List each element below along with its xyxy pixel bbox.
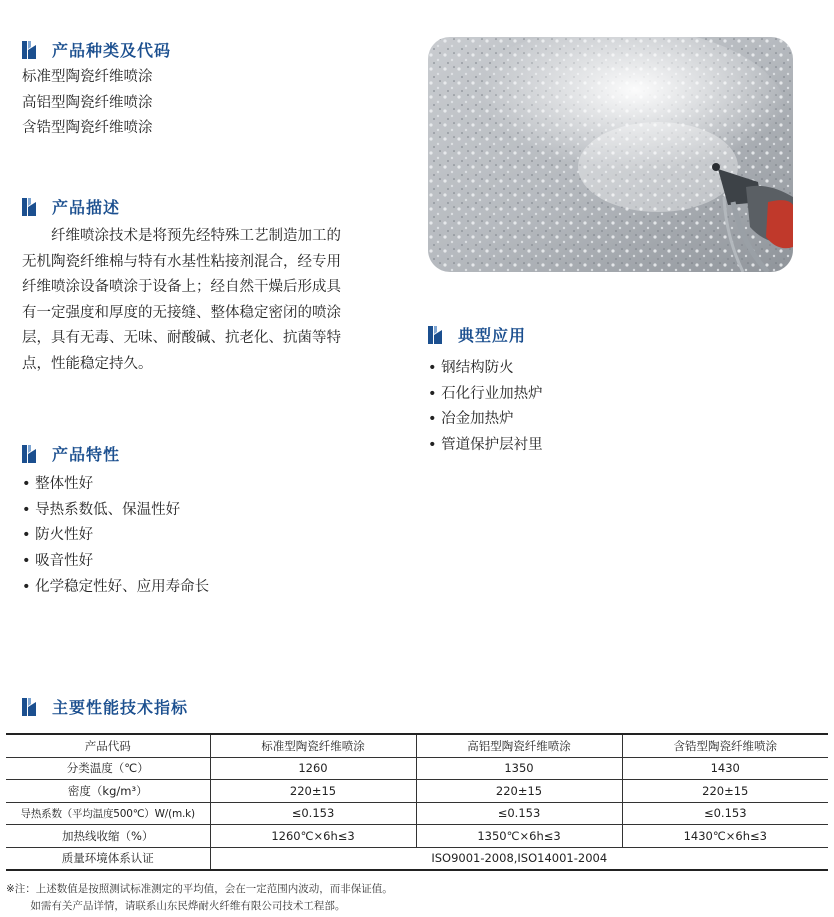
feature-list <box>22 472 209 601</box>
application-item: • 石化行业加热炉 <box>428 382 543 408</box>
section-title: 典型应用 <box>458 326 527 345</box>
column-header: 含锆型陶瓷纤维喷涂 <box>622 734 828 757</box>
row-label: 加热线收缩（%） <box>6 825 210 848</box>
section-marker-icon <box>22 445 36 463</box>
application-item: • 钢结构防火 <box>428 356 543 382</box>
table-cell: 220±15 <box>416 780 622 803</box>
spray-coating-photo <box>428 37 793 272</box>
column-header: 高铝型陶瓷纤维喷涂 <box>416 734 622 757</box>
product-type-list <box>22 65 153 142</box>
section-title: 产品描述 <box>52 198 121 217</box>
table-cell: 1430℃×6h≤3 <box>622 825 828 848</box>
table-cell: 1350 <box>416 757 622 780</box>
feature-item: • 吸音性好 <box>22 549 209 575</box>
description-line: 层，具有无毒、无味、耐酸碱、抗老化、抗菌等特 <box>22 330 341 346</box>
row-label: 分类温度（℃） <box>6 757 210 780</box>
section-marker-icon <box>22 41 36 59</box>
table-cell: ≤0.153 <box>210 802 416 825</box>
description-line: 有一定强度和厚度的无接缝、整体稳定密闭的喷涂 <box>22 304 341 321</box>
section-title: 主要性能技术指标 <box>52 698 189 717</box>
section-marker-icon <box>428 326 442 344</box>
table-cell: 1350℃×6h≤3 <box>416 825 622 848</box>
spec-table-row <box>6 780 828 803</box>
section-heading-description <box>22 195 120 218</box>
feature-item: • 整体性好 <box>22 472 209 498</box>
section-marker-icon <box>22 198 36 216</box>
table-cell: 1430 <box>622 757 828 780</box>
feature-item: • 防火性好 <box>22 523 209 549</box>
product-type-item: 标准型陶瓷纤维喷涂 <box>22 69 153 85</box>
column-header: 产品代码 <box>6 734 210 757</box>
description-line: 无机陶瓷纤维棉与特有水基性粘接剂混合，经专用 <box>22 253 341 270</box>
description-line: 纤维喷涂设备喷涂于设备上；经自然干燥后形成具 <box>22 279 341 295</box>
spec-table-cert-row <box>6 847 828 870</box>
section-heading-product-types <box>22 38 171 61</box>
spec-table-row <box>6 825 828 848</box>
footnotes <box>6 881 393 915</box>
table-cell: ≤0.153 <box>622 802 828 825</box>
spec-table-header-row <box>6 734 828 757</box>
table-cell: 220±15 <box>210 780 416 803</box>
description-line: 点，性能稳定持久。 <box>22 355 153 372</box>
table-cell: 1260 <box>210 757 416 780</box>
spray-gun-image <box>428 37 793 272</box>
section-title: 产品种类及代码 <box>52 41 172 60</box>
row-label: 质量环境体系认证 <box>6 847 210 870</box>
application-item: • 冶金加热炉 <box>428 407 543 433</box>
product-type-item: 高铝型陶瓷纤维喷涂 <box>22 94 153 111</box>
product-type-item: 含锆型陶瓷纤维喷涂 <box>22 120 153 136</box>
footnote-line: ※注：上述数值是按照测试标准测定的平均值，会在一定范围内波动，而非保证值。 <box>6 883 393 895</box>
application-item: • 管道保护层衬里 <box>428 433 543 459</box>
row-label: 导热系数（平均温度500℃）W/(m.k) <box>6 802 210 825</box>
spec-table-row <box>6 757 828 780</box>
application-list <box>428 356 543 459</box>
section-heading-applications <box>428 323 526 346</box>
table-cell: 1260℃×6h≤3 <box>210 825 416 848</box>
section-heading-features <box>22 442 120 465</box>
footnote-line: 如需有关产品详情，请联系山东民烨耐火纤维有限公司技术工程部。 <box>6 900 346 912</box>
feature-item: • 导热系数低、保温性好 <box>22 498 209 524</box>
column-header: 标准型陶瓷纤维喷涂 <box>210 734 416 757</box>
section-title: 产品特性 <box>52 445 121 464</box>
feature-item: • 化学稳定性好、应用寿命长 <box>22 575 209 601</box>
cert-value: ISO9001-2008,ISO14001-2004 <box>210 847 828 870</box>
section-heading-specs <box>22 695 188 718</box>
table-cell: 220±15 <box>622 780 828 803</box>
section-marker-icon <box>22 698 36 716</box>
spec-table <box>6 733 828 871</box>
row-label: 密度（kg/m³） <box>6 780 210 803</box>
spec-table-row <box>6 802 828 825</box>
table-cell: ≤0.153 <box>416 802 622 825</box>
description-paragraph <box>22 224 341 377</box>
description-line: 纤维喷涂技术是将预先经特殊工艺制造加工的 <box>22 228 341 244</box>
